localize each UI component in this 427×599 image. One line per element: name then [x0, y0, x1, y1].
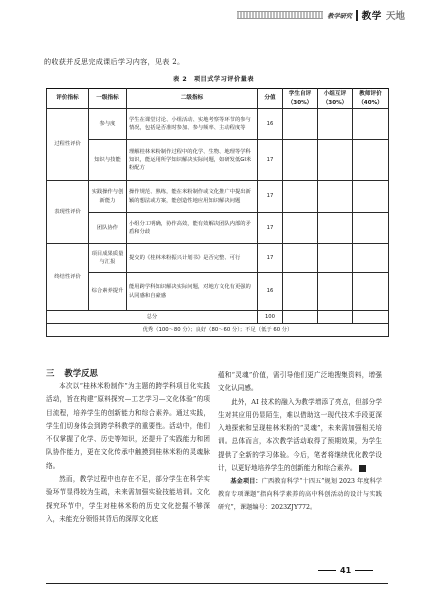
- peer-eval-cell[interactable]: [318, 181, 353, 213]
- table-row: [47, 244, 389, 273]
- left-column: [46, 380, 210, 526]
- evaluation-table: [46, 88, 389, 337]
- total-label: 总分: [47, 311, 258, 324]
- header-peer-eval: [318, 89, 353, 109]
- running-header: [237, 8, 405, 22]
- header-level1: 一级指标: [89, 89, 127, 109]
- self-eval-cell[interactable]: [283, 273, 318, 311]
- grading-scale: 优秀（100～80 分）；良好（80～60 分）；不足（低于 60 分）: [47, 324, 389, 337]
- peer-eval-cell[interactable]: [318, 213, 353, 244]
- table-row: [47, 213, 389, 244]
- header-self-eval: [283, 89, 318, 109]
- total-row: [47, 311, 389, 324]
- sub-criterion: 团队协作: [89, 213, 127, 244]
- section-title: 教学反思: [64, 368, 98, 378]
- criterion-description: 小组分工明确，协作高效，能有效解决团队内部的矛盾和分歧: [127, 213, 258, 244]
- teacher-eval-cell[interactable]: [353, 244, 389, 273]
- header-decoration-bar: [237, 11, 323, 19]
- self-eval-cell[interactable]: [283, 109, 318, 140]
- paragraph-text: 此外，AI 技术的融入为教学增添了亮点，但部分学生对其应用仍显陌生，难以借助这一现代技术手段更深入地探索和呈现桂林米粉的“灵魂”，未来需加强相关培训。总体而言，本次教学活动取得了预期效果，为学生提供了全新的学习体验。今后，笔者将继续优化教学设计，以更好地培养学生的创新能力和综合素养。: [218, 397, 382, 473]
- self-eval-cell[interactable]: [283, 181, 318, 213]
- paragraph: 然而，教学过程中也存在不足，部分学生在科学实验环节显得较为生疏，未来需加强实验技能培训。文化探究环节中，学生对桂林米粉的历史文化挖掘不够深入，未能充分领悟其背后的深厚文化底: [46, 475, 210, 523]
- table-header-row: [47, 89, 389, 109]
- group-label: 过程性评价: [47, 109, 89, 181]
- group-label: 表现性评价: [47, 181, 89, 244]
- criterion-description: 能用跨学科知识解决实际问题，对地方文化有更强的认同感和自豪感: [127, 273, 258, 311]
- funding-label: 基金项目：: [230, 478, 262, 486]
- score-cell: 17: [258, 244, 283, 273]
- page-number: [318, 566, 373, 575]
- teacher-eval-cell[interactable]: [353, 109, 389, 140]
- header-self-eval-weight: （30%）: [287, 99, 313, 106]
- table-row: [47, 181, 389, 213]
- group-label: 终结性评价: [47, 244, 89, 311]
- score-cell: 17: [258, 213, 283, 244]
- teacher-eval-cell[interactable]: [353, 213, 389, 244]
- sub-criterion: 实践操作与创新能力: [89, 181, 127, 213]
- header-brand-accent: 天地: [385, 11, 405, 22]
- peer-eval-total[interactable]: [318, 311, 353, 324]
- criterion-description: 学生在课堂讨论、小组活动、实地考察等环节的参与情况，包括是否准时参加、参与频率、主动程度等: [127, 109, 258, 140]
- page-number-dash-right: [355, 570, 373, 571]
- score-cell: 17: [258, 181, 283, 213]
- criterion-description: 提交的《桂林米粉振兴计划书》是否完整、可行: [127, 244, 258, 273]
- self-eval-cell[interactable]: [283, 140, 318, 181]
- score-cell: 16: [258, 273, 283, 311]
- self-eval-cell[interactable]: [283, 244, 318, 273]
- self-eval-total[interactable]: [283, 311, 318, 324]
- right-column: [218, 369, 382, 514]
- peer-eval-cell[interactable]: [318, 140, 353, 181]
- table-caption: 表 2 项目式学习评价量表: [172, 76, 255, 83]
- teacher-eval-total[interactable]: [353, 311, 389, 324]
- header-brand-main: 教学: [361, 11, 382, 22]
- criterion-description: 操作规范、熟练，能在米粉制作或文化推广中提出新颖的想法或方案，能创造性地应用知识解决问题: [127, 181, 258, 213]
- page-number-dash-left: [318, 570, 336, 571]
- header-self-eval-label: 学生自评: [288, 91, 312, 97]
- peer-eval-cell[interactable]: [318, 244, 353, 273]
- header-peer-eval-label: 小组互评: [323, 91, 347, 97]
- intro-line: 的收获并反思完成课后学习内容，见表 2。: [44, 57, 185, 66]
- teacher-eval-cell[interactable]: [353, 140, 389, 181]
- paragraph: 本次以“桂林米粉制作”为主题的跨学科项目化实践活动，旨在构建“原料探究—工艺学习—文化体验”的项目流程，培养学生的创新能力和综合素养。通过实践，学生们切身体会到跨学科教学的重要性。活动中，他们不仅掌握了化学、历史等知识，还提升了实践能力和团队协作能力，更在文化传承中触摸到桂林米粉的灵魂脉络。: [46, 382, 210, 470]
- grading-row: [47, 324, 389, 337]
- header-separator: [356, 10, 358, 21]
- paragraph: [218, 396, 382, 476]
- self-eval-cell[interactable]: [283, 213, 318, 244]
- header-teacher-eval-weight: （40%）: [358, 99, 383, 106]
- table-row: [47, 109, 389, 140]
- peer-eval-cell[interactable]: [318, 109, 353, 140]
- score-cell: 16: [258, 109, 283, 140]
- header-section-label: 教学研究: [327, 12, 353, 20]
- sub-criterion: 知识与技能: [89, 140, 127, 181]
- teacher-eval-cell[interactable]: [353, 273, 389, 311]
- score-cell: 17: [258, 140, 283, 181]
- header-peer-eval-weight: （30%）: [322, 99, 348, 106]
- header-teacher-eval: [353, 89, 389, 109]
- footer-rule: [46, 583, 388, 584]
- header-teacher-eval-label: 教师评价: [359, 91, 382, 97]
- funding-note: [218, 475, 382, 514]
- paragraph: 蕴和“灵魂”价值，需引导他们更广泛地搜集资料，增强文化认同感。: [218, 371, 382, 393]
- criterion-description: 理解桂林米粉制作过程中的化学、生物、地理等学科知识，能运用所学知识解决实际问题，如研发低GI米粉配方: [127, 140, 258, 181]
- table-row: [47, 273, 389, 311]
- sub-criterion: 项目成果质量与汇报: [89, 244, 127, 273]
- total-score: 100: [258, 311, 283, 324]
- end-mark-icon: Z: [359, 465, 366, 472]
- page-number-value: 41: [340, 566, 352, 575]
- peer-eval-cell[interactable]: [318, 273, 353, 311]
- sub-criterion: 参与度: [89, 109, 127, 140]
- header-criteria: 评价指标: [47, 89, 89, 109]
- section-heading: [46, 367, 98, 379]
- header-level2: 二级指标: [127, 89, 258, 109]
- section-number: 三: [46, 368, 55, 378]
- header-score: 分值: [258, 89, 283, 109]
- teacher-eval-cell[interactable]: [353, 181, 389, 213]
- funding-text: 广西教育科学“十四五”规划 2023 年度科学教育专项课题“指向科学素养的高中科创活动的设计与实践研究”，课题编号：2023ZJY772。: [218, 478, 383, 512]
- sub-criterion: 综合素养提升: [89, 273, 127, 311]
- table-row: [47, 140, 389, 181]
